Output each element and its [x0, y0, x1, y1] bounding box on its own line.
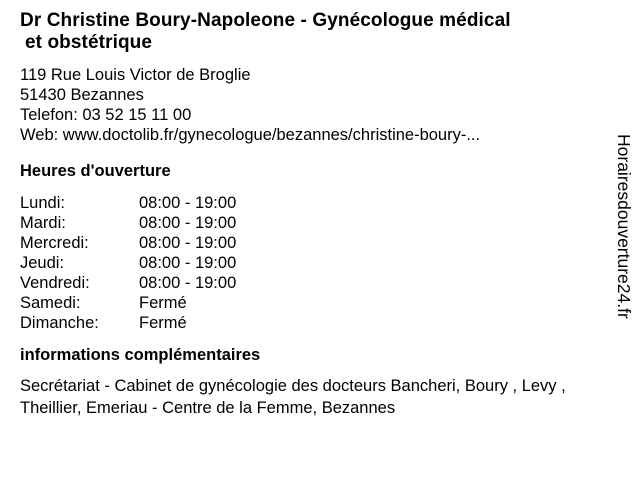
hours-row-sunday: [20, 313, 236, 333]
phone-number: Telefon: 03 52 15 11 00: [20, 106, 192, 124]
day-label: Samedi:: [20, 294, 81, 312]
contact-block: [20, 65, 610, 145]
title-line-2: et obstétrique: [25, 32, 153, 53]
street-address: 119 Rue Louis Victor de Broglie: [20, 66, 251, 84]
brand-watermark: Horairesdouverture24.fr: [614, 134, 634, 319]
hours-row-wednesday: [20, 233, 236, 253]
day-label: Jeudi:: [20, 254, 65, 272]
hours-row-friday: [20, 273, 236, 293]
hours-row-monday: [20, 193, 236, 213]
opening-hours-table: [20, 193, 236, 333]
day-label: Vendredi:: [20, 274, 90, 292]
day-hours: 08:00 - 19:00: [139, 194, 237, 212]
day-hours: 08:00 - 19:00: [139, 234, 237, 252]
city-postal: 51430 Bezannes: [20, 86, 144, 104]
day-label: Mardi:: [20, 214, 66, 232]
day-hours: 08:00 - 19:00: [139, 274, 237, 292]
day-hours: Fermé: [139, 294, 187, 312]
business-card: [20, 10, 610, 419]
day-hours: Fermé: [139, 314, 187, 332]
day-label: Dimanche:: [20, 314, 99, 332]
page-title: [20, 10, 610, 54]
day-hours: 08:00 - 19:00: [139, 214, 237, 232]
website-link[interactable]: Web: www.doctolib.fr/gynecologue/bezannes/christine-boury-...: [20, 126, 481, 144]
additional-info-heading: informations complémentaires: [20, 346, 261, 364]
day-label: Lundi:: [20, 194, 65, 212]
additional-info-text: Secrétariat - Cabinet de gynécologie des docteurs Bancheri, Boury , Levy , Theillier, Emeriau - Centre de la Femme, Bezannes: [20, 377, 566, 417]
hours-row-thursday: [20, 253, 236, 273]
opening-hours-heading: Heures d'ouverture: [20, 162, 171, 180]
hours-row-saturday: [20, 293, 236, 313]
day-hours: 08:00 - 19:00: [139, 254, 237, 272]
day-label: Mercredi:: [20, 234, 89, 252]
title-line-1: Dr Christine Boury-Napoleone - Gynécologue médical: [20, 10, 511, 31]
hours-row-tuesday: [20, 213, 236, 233]
